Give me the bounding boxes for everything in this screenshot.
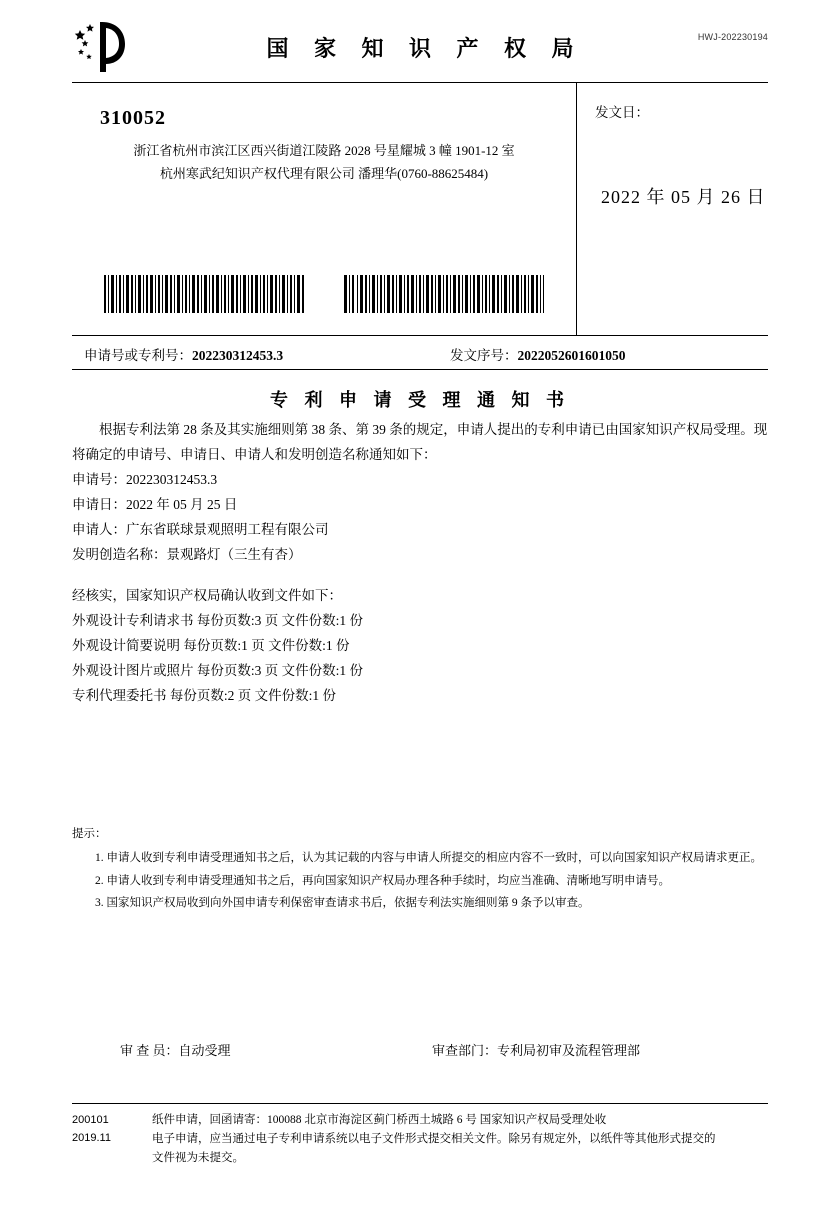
tips-section — [72, 823, 768, 915]
footer-form-version: 2019.11 — [72, 1132, 111, 1145]
document-serial — [450, 344, 626, 364]
application-number-value: 202230312453.3 — [192, 348, 284, 363]
issue-date-label: 发文日： — [595, 105, 649, 120]
department-block — [432, 1040, 640, 1059]
document-body — [72, 418, 768, 709]
field-applicant: 申请人：广东省联球景观照明工程有限公司 — [72, 521, 329, 537]
issue-date-panel — [577, 83, 768, 335]
field-application-date: 申请日：2022 年 05 月 25 日 — [72, 496, 238, 512]
page-title: 专 利 申 请 受 理 通 知 书 — [270, 390, 570, 410]
tip-item-1: 1. 申请人收到专利申请受理通知书之后，认为其记载的内容与申请人所提交的相应内容不一致时，可以向国家知识产权局请求更正。 — [95, 852, 762, 865]
addressee-address — [72, 140, 576, 186]
body-spacer — [72, 568, 768, 584]
footer-text — [152, 1111, 768, 1168]
received-documents-list — [72, 609, 768, 709]
footer-line-3: 文件视为未提交。 — [152, 1151, 244, 1164]
tip-item-2: 2. 申请人收到专利申请受理通知书之后，再向国家知识产权局办理各种手续时，均应当准确、清晰地写明申请号。 — [95, 874, 670, 887]
addressee-panel — [72, 83, 577, 335]
footer-line-2: 电子申请，应当通过电子专利申请系统以电子文件形式提交相关文件。除另有规定外，以纸件等其他形式提交的 — [152, 1132, 716, 1145]
confirmation-heading: 经核实，国家知识产权局确认收到文件如下： — [72, 587, 342, 603]
application-number — [84, 344, 283, 364]
document-footer — [72, 1103, 768, 1168]
field-application-number: 申请号：202230312453.3 — [72, 471, 218, 487]
address-date-block — [72, 83, 768, 336]
application-number-row — [72, 336, 768, 370]
address-line-2: 杭州寒武纪知识产权代理有限公司 潘理华(0760-88625484) — [159, 165, 489, 181]
received-document-item: 外观设计简要说明 每份页数:1 页 文件份数:1 份 — [72, 637, 350, 653]
examiner-value: 自动受理 — [178, 1043, 231, 1058]
barcode-left — [104, 275, 304, 313]
footer-form-codes — [72, 1111, 152, 1147]
examiner-label: 审 查 员： — [120, 1043, 179, 1058]
barcode-group — [72, 275, 576, 313]
received-document-item: 专利代理委托书 每份页数:2 页 文件份数:1 份 — [72, 687, 337, 703]
tips-title: 提示： — [72, 828, 107, 840]
document-header — [72, 18, 768, 83]
application-fields — [72, 468, 768, 568]
issue-date-value: 2022 年 05 月 26 日 — [601, 187, 766, 207]
received-document-item: 外观设计专利请求书 每份页数:3 页 文件份数:1 份 — [72, 612, 364, 628]
application-number-label: 申请号或专利号： — [84, 348, 192, 363]
intro-paragraph: 根据专利法第 28 条及其实施细则第 38 条、第 39 条的规定，申请人提出的专利申请已由国家知识产权局受理。现将确定的申请号、申请日、申请人和发明创造名称通知如下： — [72, 422, 768, 462]
document-serial-label: 发文序号： — [450, 348, 518, 363]
examiner-block — [120, 1040, 231, 1059]
document-serial-value: 2022052601601050 — [517, 348, 626, 363]
department-label: 审查部门： — [432, 1043, 498, 1058]
footer-line-1: 纸件申请，回函请寄：100088 北京市海淀区蓟门桥西土城路 6 号 国家知识产权局受理处收 — [152, 1114, 607, 1126]
organization-title: 国 家 知 识 产 权 局 — [266, 36, 584, 61]
document-reference-code: HWJ-202230194 — [697, 32, 768, 42]
department-value: 专利局初审及流程管理部 — [497, 1043, 641, 1058]
postal-code: 310052 — [100, 107, 166, 129]
tip-item-3: 3. 国家知识产权局收到向外国申请专利保密审查请求书后，依据专利法实施细则第 9 条予以审查。 — [95, 897, 590, 910]
address-line-1: 浙江省杭州市滨江区西兴街道江陵路 2028 号星耀城 3 幢 1901-12 室 — [133, 143, 515, 158]
field-invention-title: 发明创造名称：景观路灯（三生有杏） — [72, 546, 302, 562]
document-page — [0, 18, 840, 1206]
received-document-item: 外观设计图片或照片 每份页数:3 页 文件份数:1 份 — [72, 662, 364, 678]
footer-form-code: 200101 — [72, 1114, 109, 1126]
barcode-right — [344, 275, 544, 313]
